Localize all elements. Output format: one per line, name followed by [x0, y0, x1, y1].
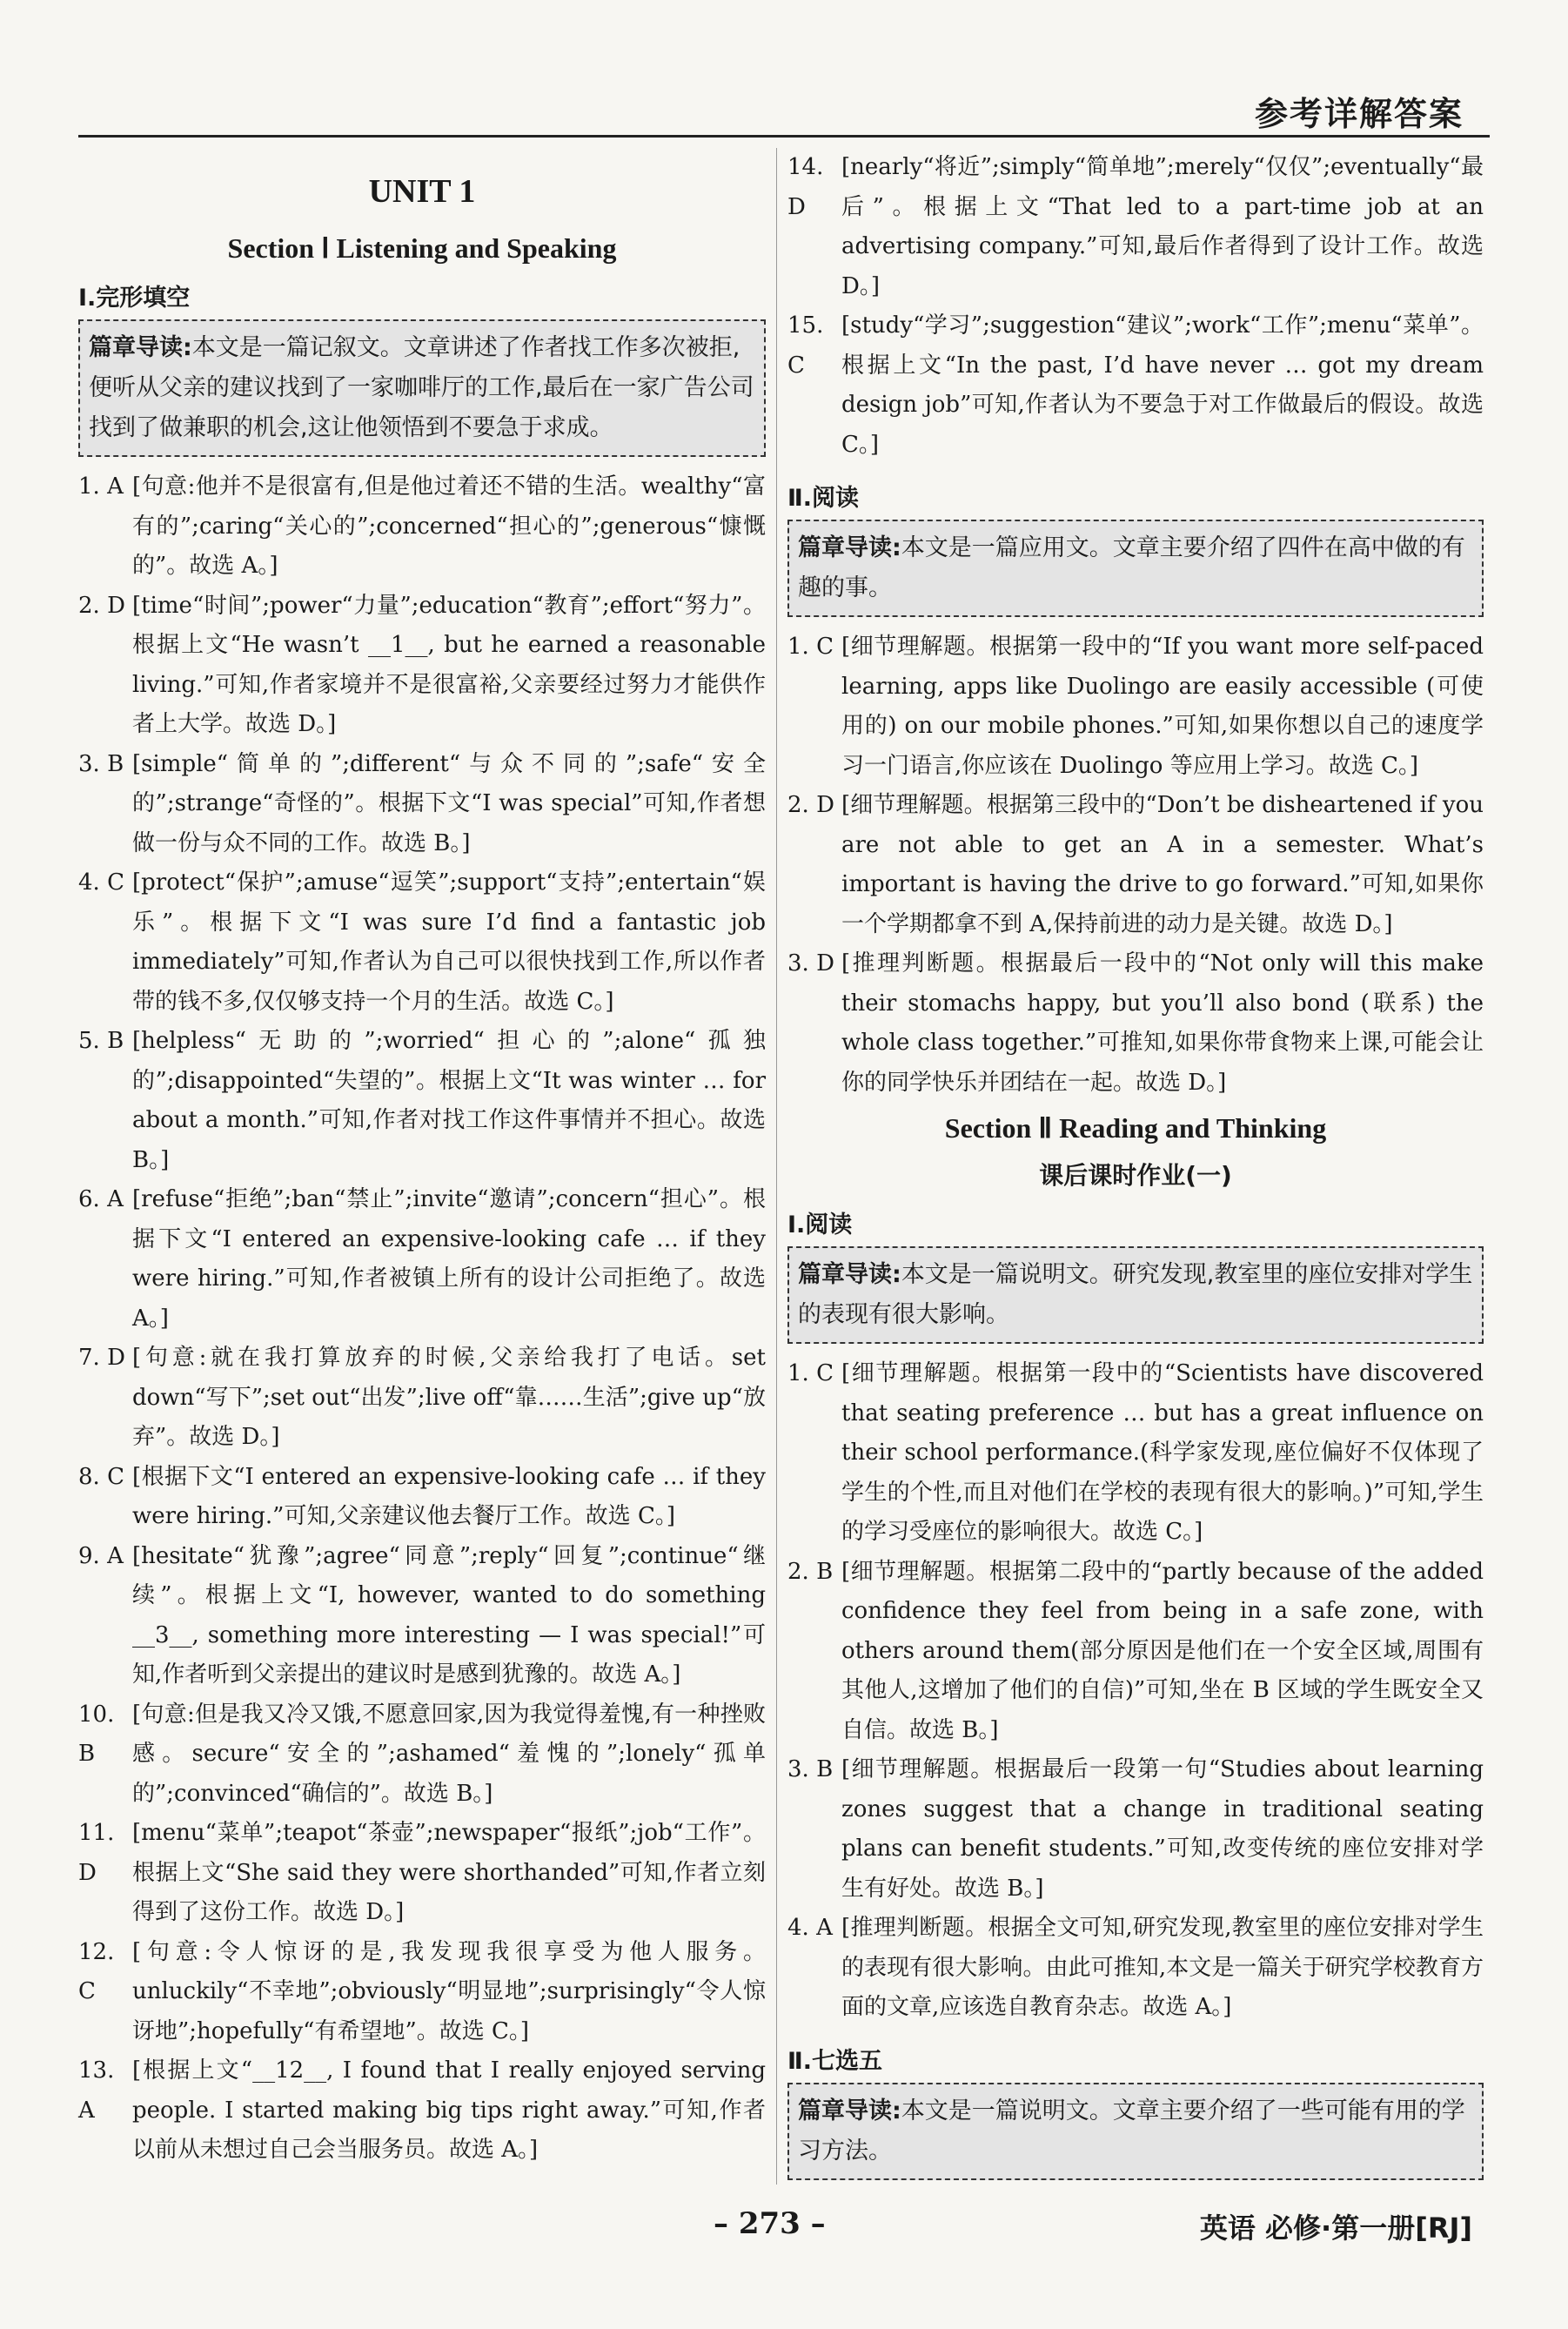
- answer-item: [787, 148, 1484, 306]
- answer-list: [787, 148, 1484, 465]
- guide-box: [787, 2083, 1484, 2180]
- answer-number: 12. C: [78, 1938, 115, 2004]
- answer-item: [787, 944, 1484, 1103]
- answer-explanation: [hesitate“犹豫”;agree“同意”;reply“回复”;continue“继续”。根据上文“I, however, wanted to do something __3__, something more interesting — I was special!”可知,作者听到父亲提出的建议时是感到犹豫的。故选 A。]: [132, 1542, 766, 1688]
- answer-explanation: [细节理解题。根据第一段中的“If you want more self-paced learning, apps like Duolingo are easily accessible (可使用的) on our mobile phones.”可知,如果你想以自己的速度学习一门语言,你应该在 Duolingo 等应用上学习。故选 C。]: [841, 634, 1484, 779]
- page-number: – 273 –: [714, 2206, 826, 2241]
- answer-list: [78, 467, 766, 2171]
- answer-explanation: [protect“保护”;amuse“逗笑”;support“支持”;entertain“娱乐”。根据下文“I was sure I’d find a fantastic job immediately”可知,作者认为自己可以很快找到工作,所以作者带的钱不多,仅仅够支持一个月的生活。故选 C。]: [132, 869, 766, 1015]
- answer-item: [787, 1553, 1484, 1751]
- header-title: 参考详解答案: [1254, 95, 1464, 133]
- answer-number: 7. D: [78, 1345, 125, 1371]
- column-divider: [776, 148, 777, 2185]
- answer-number: 5. B: [78, 1028, 124, 1054]
- answer-number: 3. D: [787, 950, 834, 977]
- guide-text: 本文是一篇说明文。研究发现,教室里的座位安排对学生的表现有很大影响。: [798, 1261, 1473, 1328]
- answer-explanation: [根据下文“I entered an expensive-looking cafe … if they were hiring.”可知,父亲建议他去餐厅工作。故选 C。]: [132, 1463, 766, 1529]
- part-heading: Ⅱ.阅读: [787, 485, 860, 512]
- answer-item: [78, 1180, 766, 1339]
- answer-explanation: [推理判断题。根据全文可知,研究发现,教室里的座位安排对学生的表现有很大影响。由此可推知,本文是一篇关于研究学校教育方面的文章,应该选自教育杂志。故选 A。]: [841, 1915, 1484, 2020]
- answer-number: 3. B: [78, 750, 124, 777]
- answer-item: [78, 1814, 766, 1933]
- guide-label: 篇章导读:: [89, 334, 192, 361]
- answer-number: 1. C: [787, 634, 834, 660]
- right-column: [787, 148, 1484, 2191]
- answer-explanation: [句意:但是我又冷又饿,不愿意回家,因为我觉得羞愧,有一种挫败感。secure“安全的”;ashamed“羞愧的”;lonely“孤单的”;convinced“确信的”。故选 B。]: [132, 1701, 766, 1807]
- answer-number: 4. A: [787, 1915, 833, 1941]
- answer-explanation: [句意:令人惊讶的是,我发现我很享受为他人服务。unluckily“不幸地”;obviously“明显地”;surprisingly“令人惊讶地”;hopefully“有希望地”。故选 C。]: [132, 1938, 766, 2044]
- answer-number: 13. A: [78, 2057, 115, 2124]
- guide-box: [787, 1246, 1484, 1344]
- answer-number: 2. D: [78, 592, 125, 619]
- guide-label: 篇章导读:: [798, 2097, 901, 2124]
- answer-item: [78, 1339, 766, 1458]
- answer-explanation: [句意:就在我打算放弃的时候,父亲给我打了电话。set down“写下”;set out“出发”;live off“靠……生活”;give up“放弃”。故选 D。]: [132, 1345, 766, 1450]
- answer-item: [78, 745, 766, 864]
- answer-explanation: [细节理解题。根据第二段中的“partly because of the added confidence they feel from being in a safe zone, with others around them(部分原因是他们在一个安全区域,周围有其他人,这增加了他们的自信)”可知,坐在 B 区域的学生既安全又自信。故选 B。]: [841, 1558, 1484, 1743]
- answer-explanation: [helpless“无助的”;worried“担心的”;alone“孤独的”;disappointed“失望的”。根据上文“It was winter … for about a month.”可知,作者对找工作这件事情并不担心。故选 B。]: [132, 1028, 766, 1173]
- guide-box: [787, 520, 1484, 617]
- guide-label: 篇章导读:: [798, 1261, 901, 1288]
- guide-box: [78, 319, 766, 457]
- answer-item: [78, 1022, 766, 1180]
- answer-item: [787, 1909, 1484, 2028]
- answer-number: 1. C: [787, 1360, 834, 1386]
- unit-title: UNIT 1: [368, 173, 476, 210]
- answer-number: 11. D: [78, 1820, 115, 1886]
- answer-number: 9. A: [78, 1542, 124, 1569]
- answer-item: [78, 467, 766, 587]
- answer-number: 14. D: [787, 154, 824, 220]
- homework-heading: 课后课时作业(一): [1039, 1161, 1232, 1190]
- answer-explanation: [细节理解题。根据第三段中的“Don’t be disheartened if you are not able to get an A in a semester. What’s important is having the drive to go forward.”可知,如果你一个学期都拿不到 A,保持前进的动力是关键。故选 D。]: [841, 792, 1484, 937]
- answer-item: [78, 1537, 766, 1695]
- answer-item: [78, 1458, 766, 1537]
- answer-item: [78, 863, 766, 1022]
- answer-item: [787, 1750, 1484, 1909]
- answer-item: [787, 306, 1484, 465]
- section-heading: Section Ⅱ Reading and Thinking: [944, 1112, 1327, 1144]
- part-heading: Ⅰ.完形填空: [78, 285, 191, 312]
- answer-explanation: [细节理解题。根据最后一段第一句“Studies about learning zones suggest that a change in traditional seating plans can benefit students.”可知,改变传统的座位安排对学生有好处。故选 B。]: [841, 1756, 1484, 1902]
- answer-number: 2. D: [787, 792, 834, 818]
- answer-item: [78, 587, 766, 745]
- answer-number: 3. B: [787, 1756, 834, 1782]
- answer-number: 8. C: [78, 1463, 124, 1490]
- answer-number: 10. B: [78, 1701, 115, 1767]
- answer-number: 1. A: [78, 473, 124, 500]
- answer-item: [78, 1695, 766, 1815]
- guide-text: 本文是一篇应用文。文章主要介绍了四件在高中做的有趣的事。: [798, 534, 1465, 601]
- answer-item: [78, 2051, 766, 2171]
- guide-label: 篇章导读:: [798, 534, 901, 561]
- section-heading: Section Ⅰ Listening and Speaking: [227, 232, 617, 264]
- guide-text: 本文是一篇说明文。文章主要介绍了一些可能有用的学习方法。: [798, 2097, 1465, 2165]
- answer-explanation: [根据上文“__12__, I found that I really enjoyed serving people. I started making big tips right away.”可知,作者以前从未想过自己会当服务员。故选 A。]: [132, 2057, 766, 2163]
- answer-item: [787, 786, 1484, 944]
- answer-number: 2. B: [787, 1558, 834, 1585]
- left-column: [78, 148, 766, 2171]
- answer-explanation: [nearly“将近”;simply“简单地”;merely“仅仅”;eventually“最后”。根据上文“That led to a part-time job at an advertising company.”可知,最后作者得到了设计工作。故选 D。]: [841, 154, 1484, 299]
- answer-number: 4. C: [78, 869, 124, 896]
- answer-list: [787, 1354, 1484, 2028]
- answer-explanation: [细节理解题。根据第一段中的“Scientists have discovered that seating preference … but has a great influence on their school performance.(科学家发现,座位偏好不仅体现了学生的个性,而且对他们在学校的表现有很大的影响。)”可知,学生的学习受座位的影响很大。故选 C。]: [841, 1360, 1484, 1545]
- answer-number: 6. A: [78, 1186, 124, 1212]
- answer-explanation: [句意:他并不是很富有,但是他过着还不错的生活。wealthy“富有的”;caring“关心的”;concerned“担心的”;generous“慷慨的”。故选 A。]: [132, 473, 766, 579]
- answer-number: 15. C: [787, 312, 824, 379]
- answer-explanation: [study“学习”;suggestion“建议”;work“工作”;menu“菜单”。根据上文“In the past, I’d have never … got my dream design job”可知,作者认为不要急于对工作做最后的假设。故选 C。]: [841, 312, 1484, 458]
- answer-list: [787, 628, 1484, 1103]
- answer-explanation: [refuse“拒绝”;ban“禁止”;invite“邀请”;concern“担心”。根据下文“I entered an expensive-looking cafe … if they were hiring.”可知,作者被镇上所有的设计公司拒绝了。故选 A。]: [132, 1186, 766, 1332]
- answer-item: [787, 628, 1484, 786]
- answer-explanation: [time“时间”;power“力量”;education“教育”;effort“努力”。根据上文“He wasn’t __1__, but he earned a reasonable living.”可知,作者家境并不是很富裕,父亲要经过努力才能供作者上大学。故选 D。]: [132, 592, 766, 737]
- part-heading: Ⅰ.阅读: [787, 1211, 853, 1238]
- guide-text: 本文是一篇记叙文。文章讲述了作者找工作多次被拒,便听从父亲的建议找到了一家咖啡厅的工作,最后在一家广告公司找到了做兼职的机会,这让他领悟到不要急于求成。: [89, 334, 754, 441]
- answer-explanation: [menu“菜单”;teapot“茶壶”;newspaper“报纸”;job“工作”。根据上文“She said they were shorthanded”可知,作者立刻得到了这份工作。故选 D。]: [132, 1820, 766, 1925]
- answer-explanation: [simple“简单的”;different“与众不同的”;safe“安全的”;strange“奇怪的”。根据下文“I was special”可知,作者想做一份与众不同的工作。故选 B。]: [132, 750, 766, 856]
- part-heading: Ⅱ.七选五: [787, 2047, 883, 2075]
- book-title: 英语 必修·第一册[RJ]: [1199, 2212, 1472, 2245]
- answer-item: [78, 1933, 766, 2052]
- answer-item: [787, 1354, 1484, 1553]
- answer-explanation: [推理判断题。根据最后一段中的“Not only will this make their stomachs happy, but you’ll also bond (联系) the whole class together.”可推知,如果你带食物来上课,可能会让你的同学快乐并团结在一起。故选 D。]: [841, 950, 1484, 1096]
- header-rule: [78, 135, 1490, 138]
